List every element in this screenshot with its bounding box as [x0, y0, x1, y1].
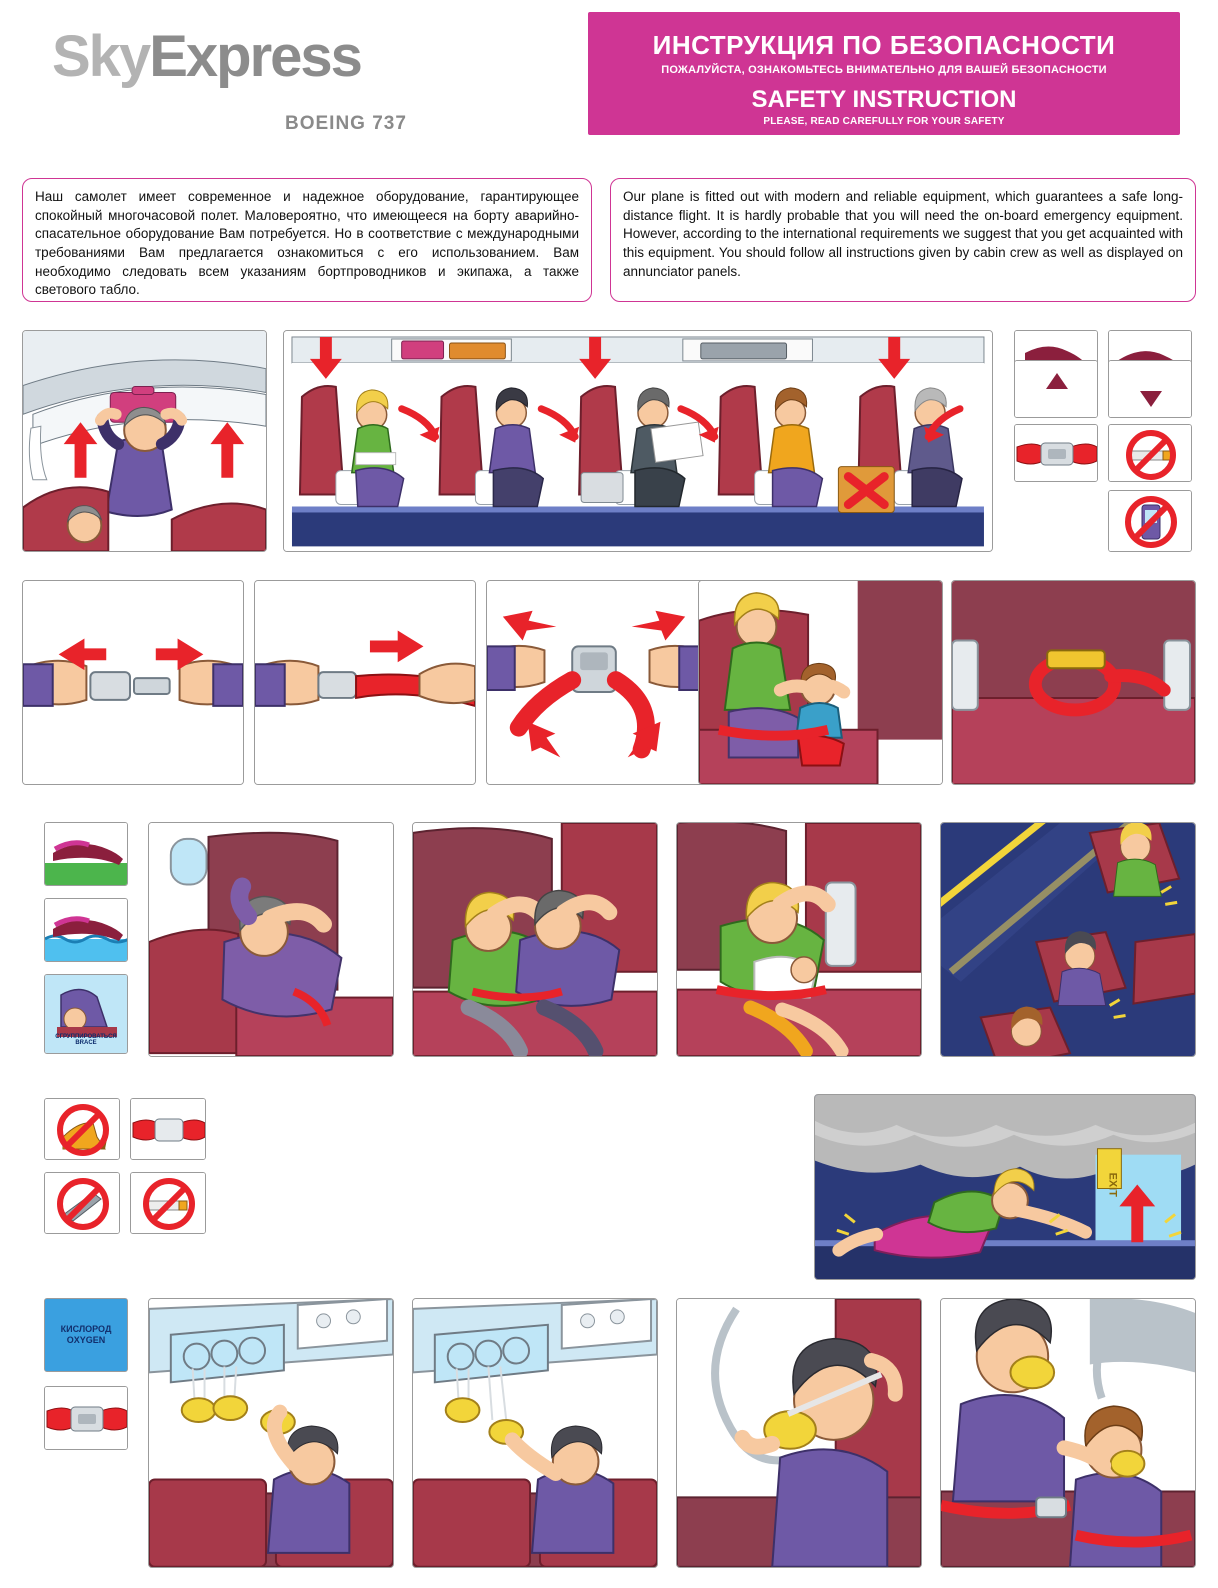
land-impact-icon: [44, 822, 128, 886]
overhead-bin-illustration: [23, 331, 266, 551]
seatbelt-fasten-illustration: [23, 581, 243, 784]
place-mask-illustration: [677, 1299, 921, 1567]
no-smoking-icon-2: [130, 1172, 206, 1234]
crawl-under-smoke-panel: [814, 1094, 1196, 1280]
brace-with-infant-panel: [676, 822, 922, 1057]
seatbelt-unfastened-icon: [130, 1098, 206, 1160]
no-sharp-objects-icon: [44, 1172, 120, 1234]
brace-position-label: СГРУППИРОВАТЬСЯ BRACE: [55, 1033, 117, 1047]
seatback-upright-arrow-icon: [1014, 360, 1098, 418]
seatbelt-tighten-illustration: [255, 581, 475, 784]
place-mask-panel: [676, 1298, 922, 1568]
infant-on-lap-panel: [698, 580, 943, 785]
header: [0, 0, 1218, 150]
crawl-under-smoke-illustration: [815, 1095, 1195, 1280]
oxygen-drop-illustration: [149, 1299, 393, 1567]
seatbelt-release-panel: [486, 580, 708, 785]
logo-sky-text: Sky: [52, 24, 150, 89]
pull-mask-illustration: [413, 1299, 657, 1567]
brace-forward-seat-panel: [148, 822, 394, 1057]
no-mobile-phone-icon: [1108, 490, 1192, 552]
seatback-down-arrow-icon: [1108, 360, 1192, 418]
pull-mask-panel: [412, 1298, 658, 1568]
brace-with-infant-illustration: [677, 823, 921, 1056]
no-smoking-icon: [1108, 424, 1192, 482]
infant-on-lap-illustration: [699, 581, 942, 784]
intro-text-russian: Наш самолет имеет современное и надежное оборудование, гарантирующее спокойный многочасовой полет. Маловероятно, что имеющееся на борту аварийно-спасательное оборудование Вам потребуется. Но в соответствие с международными требованиями Вам предлагается ознакомиться с его использованием. Вам необходимо следовать всем указаниям бортпроводников и экипажа, а также светового табло.: [22, 178, 592, 302]
brace-two-passengers-panel: [412, 822, 658, 1057]
evacuation-path-illustration: [941, 823, 1195, 1056]
assist-child-illustration: [941, 1299, 1195, 1567]
water-ditching-icon: [44, 898, 128, 962]
aircraft-model: BOEING 737: [285, 113, 407, 134]
seatbelt-buckle-fasten-panel: [22, 580, 244, 785]
exit-sign-text: EXIT: [1106, 1172, 1119, 1197]
cabin-seating-panel: [283, 330, 993, 552]
seatbelt-release-illustration: [487, 581, 707, 784]
subtitle-russian: ПОЖАЛУЙСТА, ОЗНАКОМЬТЕСЬ ВНИМАТЕЛЬНО ДЛЯ ВАШЕЙ БЕЗОПАСНОСТИ: [661, 64, 1107, 76]
logo-express-text: Express: [149, 24, 361, 89]
brace-forward-illustration: [149, 823, 393, 1056]
subtitle-english: PLEASE, READ CAREFULLY FOR YOUR SAFETY: [763, 116, 1005, 127]
assist-child-panel: [940, 1298, 1196, 1568]
seatbelt-tighten-panel: [254, 580, 476, 785]
no-high-heels-icon: [44, 1098, 120, 1160]
seatbelt-fastened-icon-2: [44, 1386, 128, 1450]
title-russian: ИНСТРУКЦИЯ ПО БЕЗОПАСНОСТИ: [652, 30, 1116, 60]
brace-position-icon: [44, 974, 128, 1054]
oxygen-icon: [44, 1298, 128, 1372]
brace-two-passengers-illustration: [413, 823, 657, 1056]
title-banner: [588, 12, 1180, 135]
title-english: SAFETY INSTRUCTION: [751, 86, 1017, 113]
intro-text-english: Our plane is fitted out with modern and reliable equipment, which guarantees a safe long-distance flight. It is hardly probable that you will need the on-board emergency equipment. However, according to the international requirements we suggest that you get acquainted with this equipment. You should follow all instructions given by cabin crew as well as displayed on annunciator panels.: [610, 178, 1196, 302]
seatbelt-fastened-icon: [1014, 424, 1098, 482]
infant-extension-belt-panel: [951, 580, 1196, 785]
cabin-seating-illustration: [284, 331, 992, 552]
oxygen-masks-drop-panel: [148, 1298, 394, 1568]
infant-extension-belt-illustration: [952, 581, 1195, 784]
evacuation-path-lighting-panel: [940, 822, 1196, 1057]
oxygen-label: КИСЛОРОД OXYGEN: [60, 1323, 112, 1345]
overhead-bin-stowage-panel: [22, 330, 267, 552]
airline-logo: [52, 24, 361, 89]
